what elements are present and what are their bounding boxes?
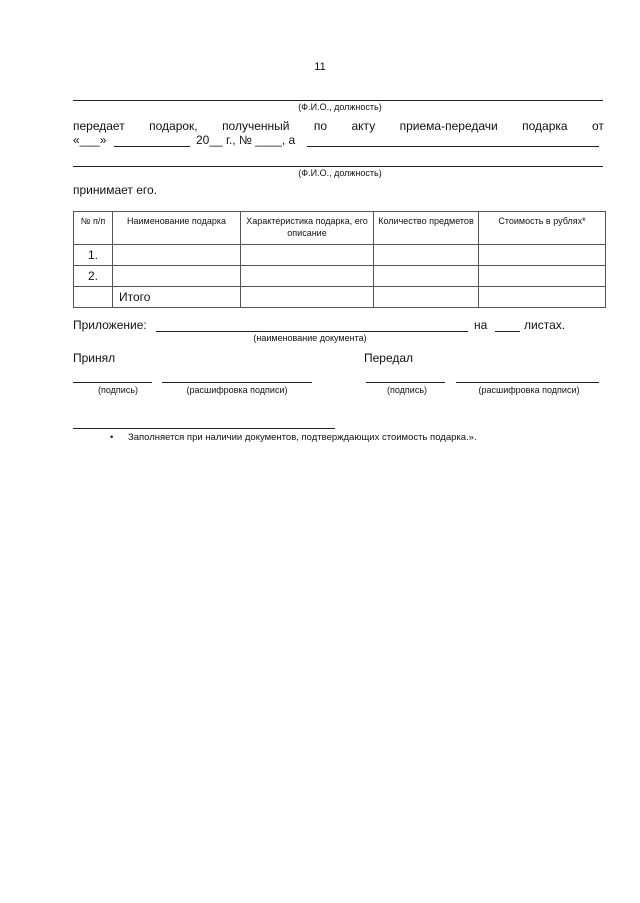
transferred-decode-line [456, 382, 599, 383]
table-row [74, 266, 606, 287]
transfer-word: акту [351, 119, 376, 133]
attachment-doc-line [156, 331, 468, 332]
total-qty-cell [374, 287, 479, 308]
accepts-text: принимает его. [73, 183, 158, 197]
date-month-blank [114, 146, 190, 147]
header-number: № п/п [74, 212, 113, 245]
transfer-word: передает [73, 119, 125, 133]
row-cost-cell [479, 245, 606, 266]
name-line-1-caption: (Ф.И.О., должность) [298, 102, 382, 112]
header-description: Характеристика подарка, его описание [241, 212, 374, 245]
transfer-sentence [73, 119, 604, 133]
header-gift-name: Наименование подарка [113, 212, 241, 245]
table-header-row [74, 212, 606, 245]
name-line-1 [73, 100, 603, 101]
page-number: 11 [314, 61, 326, 73]
row-name-cell [113, 266, 241, 287]
header-cost: Стоимость в рублях* [479, 212, 606, 245]
transfer-word: полученный [222, 119, 290, 133]
transferred-signature-caption: (подпись) [386, 385, 428, 395]
name-line-2-caption: (Ф.И.О., должность) [298, 168, 382, 178]
attachment-label: Приложение: [73, 318, 147, 332]
attachment-doc-caption: (наименование документа) [253, 333, 367, 343]
transferred-signature-line [366, 382, 445, 383]
accepted-signature-line [73, 382, 152, 383]
footnote-bullet: • [110, 432, 114, 443]
transfer-word: подарка [522, 119, 568, 133]
accepted-signature-caption: (подпись) [97, 385, 139, 395]
attachment-sheets: листах. [524, 318, 566, 332]
transfer-word: от [592, 119, 604, 133]
header-quantity: Количество предметов [374, 212, 479, 245]
footnote-separator [73, 428, 335, 429]
row-qty-cell [374, 245, 479, 266]
footnote-text: Заполняется при наличии документов, подтверждающих стоимость подарка.». [128, 432, 477, 443]
row-number: 2. [74, 266, 113, 287]
transferred-decode-caption: (расшифровка подписи) [478, 385, 580, 395]
date-year-number: 20__ г., № ____, а [196, 133, 296, 147]
attachment-sheets-line [495, 331, 520, 332]
row-desc-cell [241, 266, 374, 287]
row-cost-cell [479, 266, 606, 287]
name-line-2 [73, 166, 603, 167]
total-empty-cell [74, 287, 113, 308]
transferred-label: Передал [364, 351, 414, 365]
transfer-word: по [313, 119, 328, 133]
total-label: Итого [113, 287, 241, 308]
transfer-word: подарок, [149, 119, 198, 133]
receiver-blank-start [307, 146, 599, 147]
transfer-word: приема-передачи [399, 119, 498, 133]
accepted-decode-line [162, 382, 312, 383]
total-desc-cell [241, 287, 374, 308]
table-row [74, 245, 606, 266]
attachment-on: на [474, 318, 488, 332]
row-desc-cell [241, 245, 374, 266]
accepted-decode-caption: (расшифровка подписи) [186, 385, 288, 395]
row-name-cell [113, 245, 241, 266]
table-total-row [74, 287, 606, 308]
date-quote: «___» [73, 133, 107, 147]
gift-table [73, 211, 606, 308]
row-qty-cell [374, 266, 479, 287]
total-cost-cell [479, 287, 606, 308]
accepted-label: Принял [73, 351, 116, 365]
row-number: 1. [74, 245, 113, 266]
